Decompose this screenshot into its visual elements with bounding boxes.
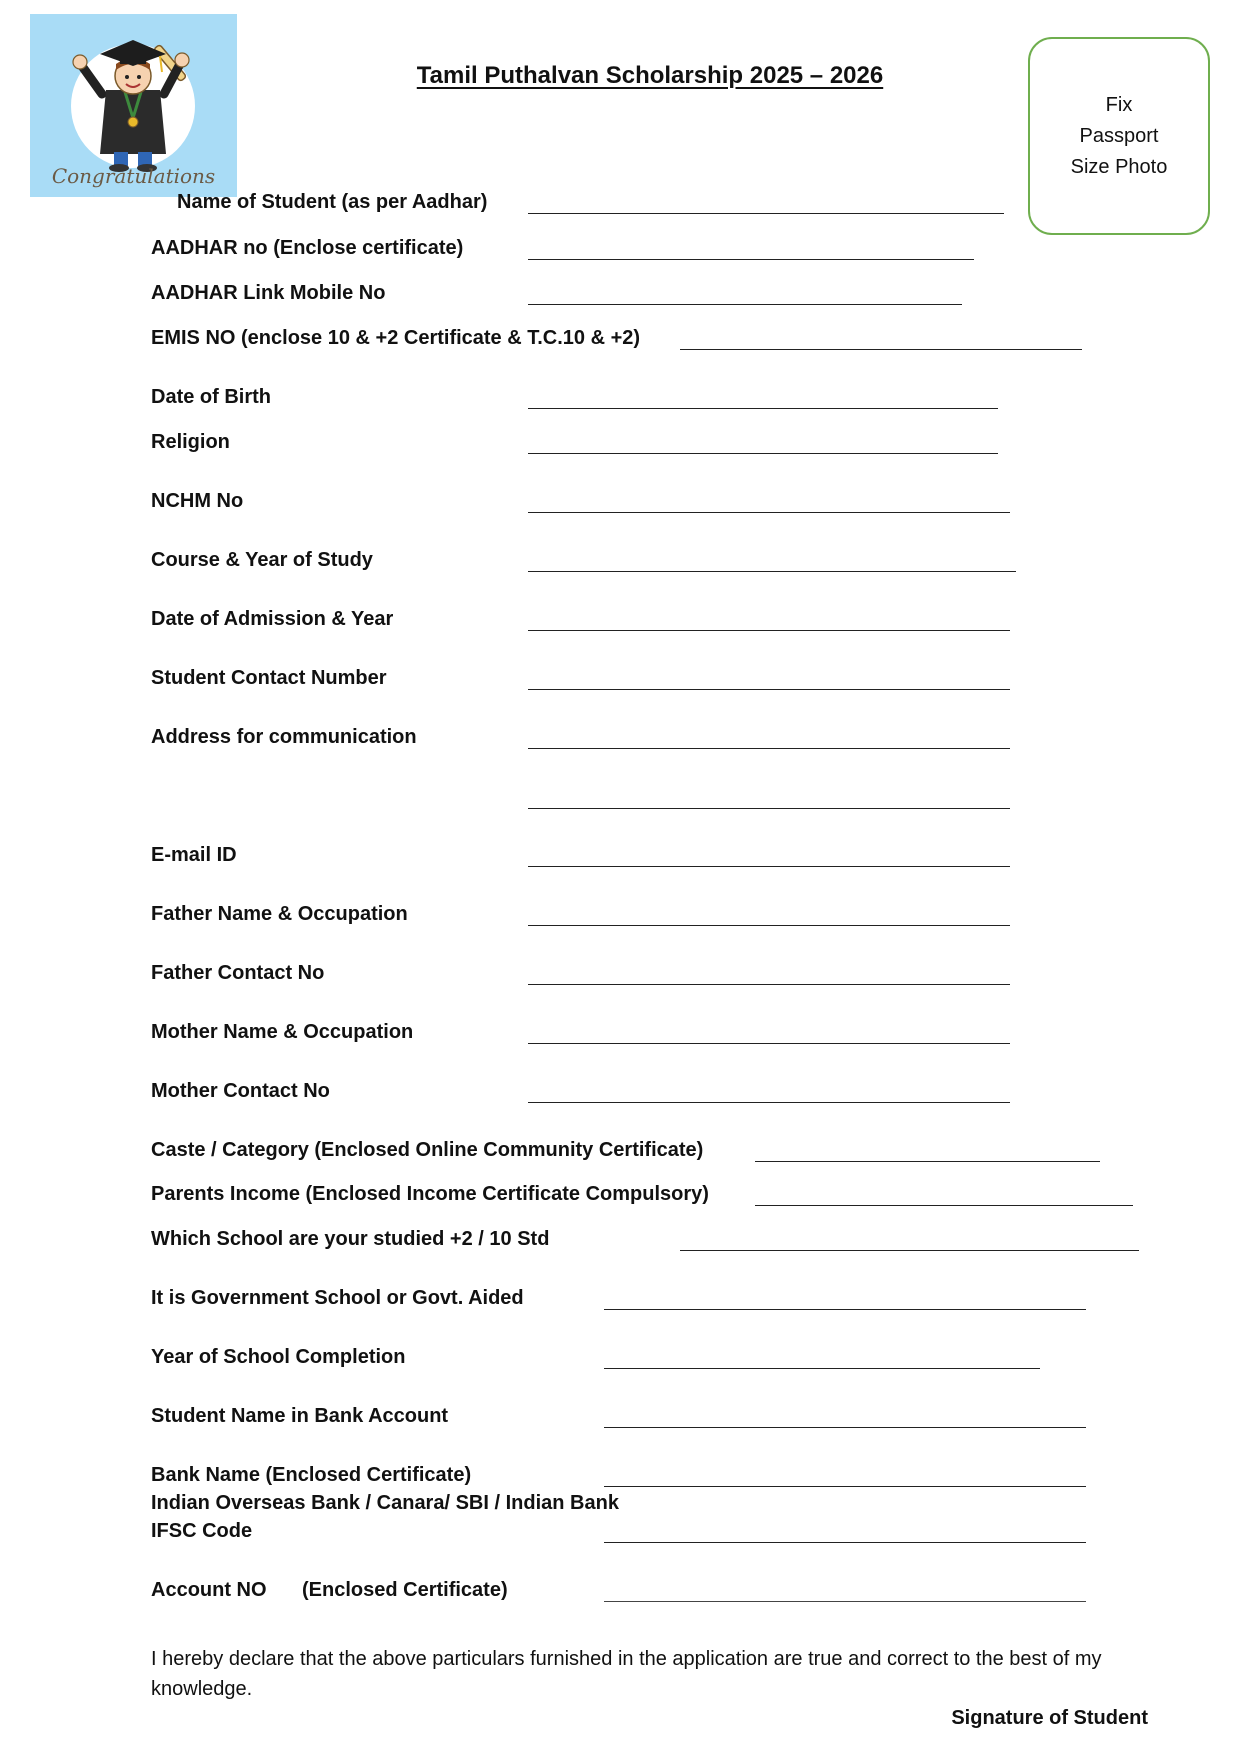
address-field-line-2[interactable] xyxy=(528,808,1010,809)
signature-label: Signature of Student xyxy=(951,1707,1148,1729)
account-no-label: Account NO xyxy=(151,1579,267,1601)
account-no-field[interactable] xyxy=(604,1601,1086,1602)
course-year-label: Course & Year of Study xyxy=(151,549,373,571)
student-contact-field[interactable] xyxy=(528,689,1010,690)
bank-options-label: Indian Overseas Bank / Canara/ SBI / Indian Bank xyxy=(151,1492,619,1514)
father-contact-field[interactable] xyxy=(528,984,1010,985)
admission-date-field[interactable] xyxy=(528,630,1010,631)
aadhar-mobile-field[interactable] xyxy=(528,304,962,305)
religion-label: Religion xyxy=(151,431,230,453)
mother-contact-field[interactable] xyxy=(528,1102,1010,1103)
date-of-birth-field[interactable] xyxy=(528,408,998,409)
ifsc-label: IFSC Code xyxy=(151,1520,253,1542)
account-no-note: (Enclosed Certificate) xyxy=(302,1579,508,1601)
course-year-field[interactable] xyxy=(528,571,1016,572)
aadhar-no-label: AADHAR no (Enclose certificate) xyxy=(151,237,464,259)
caste-field[interactable] xyxy=(755,1161,1100,1162)
photo-box-line: Size Photo xyxy=(1070,156,1168,178)
email-label: E-mail ID xyxy=(151,844,237,866)
school-completion-field[interactable] xyxy=(604,1368,1040,1369)
congratulations-logo xyxy=(30,14,237,197)
address-label: Address for communication xyxy=(151,726,417,748)
nchm-no-label: NCHM No xyxy=(151,490,244,512)
religion-field[interactable] xyxy=(528,453,998,454)
parents-income-label: Parents Income (Enclosed Income Certificate Compulsory) xyxy=(151,1183,709,1205)
address-field-line-1[interactable] xyxy=(528,748,1010,749)
bank-name-label: Bank Name (Enclosed Certificate) xyxy=(151,1464,472,1486)
photo-box-line: Passport xyxy=(1079,125,1159,147)
name-of-student-field[interactable] xyxy=(528,213,1004,214)
declaration-text: I hereby declare that the above particulars furnished in the application are true and correct to the best of my knowledge. xyxy=(151,1648,1102,1700)
father-name-field[interactable] xyxy=(528,925,1010,926)
mother-name-label: Mother Name & Occupation xyxy=(151,1021,414,1043)
school-type-field[interactable] xyxy=(604,1309,1086,1310)
school-type-label: It is Government School or Govt. Aided xyxy=(151,1287,524,1309)
email-field[interactable] xyxy=(528,866,1010,867)
name-of-student-label: Name of Student (as per Aadhar) xyxy=(177,191,488,213)
bank-account-name-field[interactable] xyxy=(604,1427,1086,1428)
aadhar-no-field[interactable] xyxy=(528,259,974,260)
caste-label: Caste / Category (Enclosed Online Community Certificate) xyxy=(151,1139,704,1161)
ifsc-field[interactable] xyxy=(604,1542,1086,1543)
parents-income-field[interactable] xyxy=(755,1205,1133,1206)
bank-account-name-label: Student Name in Bank Account xyxy=(151,1405,449,1427)
father-name-label: Father Name & Occupation xyxy=(151,903,408,925)
logo-caption: Congratulations xyxy=(51,164,216,188)
emis-no-field[interactable] xyxy=(680,349,1082,350)
date-of-birth-label: Date of Birth xyxy=(151,386,271,408)
admission-date-label: Date of Admission & Year xyxy=(151,608,394,630)
page-title: Tamil Puthalvan Scholarship 2025 – 2026 xyxy=(416,62,884,89)
bank-name-field[interactable] xyxy=(604,1486,1086,1487)
school-studied-field[interactable] xyxy=(680,1250,1139,1251)
student-contact-label: Student Contact Number xyxy=(151,667,387,689)
mother-name-field[interactable] xyxy=(528,1043,1010,1044)
mother-contact-label: Mother Contact No xyxy=(151,1080,330,1102)
passport-photo-box xyxy=(1028,37,1210,235)
aadhar-mobile-label: AADHAR Link Mobile No xyxy=(151,282,386,304)
nchm-no-field[interactable] xyxy=(528,512,1010,513)
school-studied-label: Which School are your studied +2 / 10 Std xyxy=(151,1228,550,1250)
emis-no-label: EMIS NO (enclose 10 & +2 Certificate & T.C.10 & +2) xyxy=(151,327,641,349)
father-contact-label: Father Contact No xyxy=(151,962,325,984)
photo-box-line: Fix xyxy=(1105,94,1133,116)
school-completion-label: Year of School Completion xyxy=(151,1346,406,1368)
